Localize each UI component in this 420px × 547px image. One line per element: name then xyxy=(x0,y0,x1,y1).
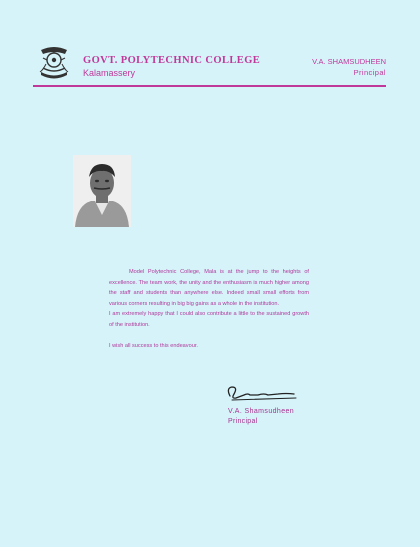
principal-photo xyxy=(73,155,131,227)
principal-message xyxy=(109,267,309,351)
header-principal-name: V.A. SHAMSUDHEEN xyxy=(312,57,386,66)
signatory-title: Principal xyxy=(228,418,258,425)
college-location: Kalamassery xyxy=(83,68,136,78)
header-divider xyxy=(33,85,386,87)
message-paragraph-1: Model Polytechnic College, Mala is at the jump to the heights of excellence. The team work, the unity and the enthusiasm is much higher among the staff and students than anywhere else. Indeed small small efforts from various corners resulting in big big gains as a whole in the institution. xyxy=(109,269,309,307)
handwritten-signature xyxy=(224,384,300,404)
header-principal-title: Principal xyxy=(353,68,386,77)
message-paragraph-3: I wish all success to this endeavour. xyxy=(109,342,198,349)
college-name: GOVT. POLYTECHNIC COLLEGE xyxy=(83,55,261,66)
message-paragraph-2: I am extremely happy that I could also contribute a little to the sustained growth of the institution. xyxy=(109,311,309,328)
signatory-name: V.A. Shamsudheen xyxy=(228,408,295,415)
college-emblem-logo xyxy=(37,44,71,82)
